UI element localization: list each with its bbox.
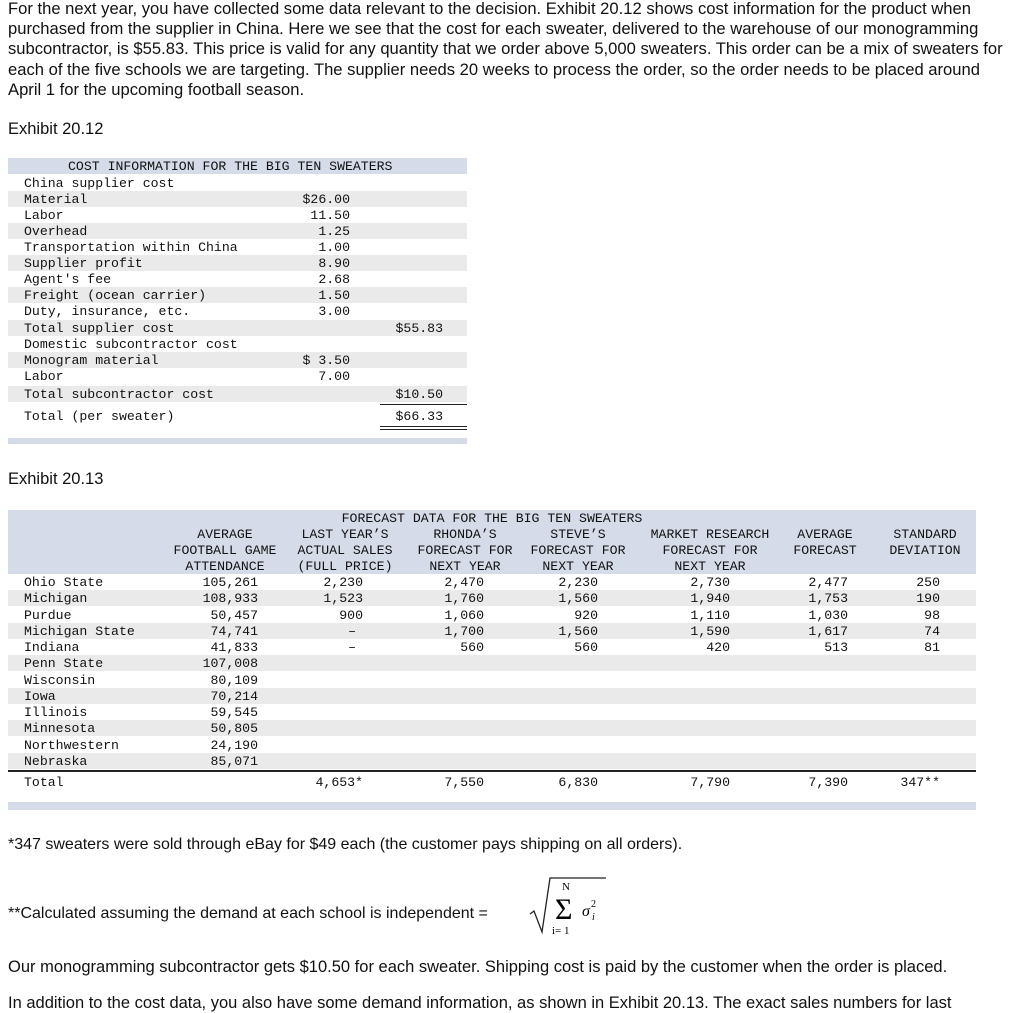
cost-row [8,386,467,402]
cell-attendance: 59,545 [210,705,258,720]
forecast-row [8,623,976,639]
cutoff-paragraph: In addition to the cost data, you also have some demand information, as shown in Exhibit 20.13. The exact sales numbers for last [8,994,952,1012]
forecast-row [8,704,976,720]
cost-row [8,287,467,303]
cell-sd: 250 [916,575,940,590]
cell-avg: 1,030 [808,607,848,623]
cell-steve: 1,560 [558,591,598,607]
cost-row-total-value: $55.83 [395,321,443,336]
cell-avg: 1,617 [808,623,848,639]
sum-symbol: Σ [555,893,573,926]
cost-row-label: Agent's fee [24,272,112,287]
cost-row [8,408,467,424]
cost-row-component-value: 3.00 [318,304,350,319]
cost-row-component-value: 11.50 [310,208,350,223]
cost-row-component-value: 7.00 [318,369,350,384]
cell-attendance: 107,008 [202,656,258,672]
forecast-row [8,737,976,753]
cost-row-component-value: 8.90 [318,256,350,271]
school-name: Wisconsin [24,672,96,688]
cost-row-label: Freight (ocean carrier) [24,288,207,303]
sigma-symbol: σ [582,903,590,920]
closing-paragraph: Our monogramming subcontractor gets $10.50 for each sweater. Shipping cost is paid by the customer when the order is placed. [8,958,948,976]
cell-market: 2,730 [690,575,730,590]
forecast-row [8,574,976,590]
footnote-independent: **Calculated assuming the demand at each school is independent = [8,905,488,922]
cell-market: 420 [706,640,730,655]
forecast-column-header: STEVE’S FORECAST FOR NEXT YEAR [530,527,626,574]
cost-row-total-value: $10.50 [395,387,443,402]
forecast-row [8,720,976,736]
school-name: Minnesota [24,721,96,737]
exhibit-20-12-label: Exhibit 20.12 [8,120,104,138]
school-name: Total [24,775,64,790]
cost-row [8,239,467,255]
cell-rhonda: 560 [460,640,484,655]
forecast-column-header: AVERAGE FORECAST [793,527,857,558]
cost-row-label: Duty, insurance, etc. [24,304,191,319]
cell-attendance: 50,457 [210,607,258,623]
sigma-superscript: 2 [591,899,596,910]
double-rule-bottom [380,429,467,430]
cost-row [8,336,467,352]
forecast-row [8,655,976,671]
forecast-data-table [8,510,976,810]
cost-row-label: Monogram material [24,353,159,368]
cell-sd: 347** [900,775,940,790]
school-name: Penn State [24,656,104,672]
exhibit-20-13-label: Exhibit 20.13 [8,470,104,488]
forecast-row [8,688,976,704]
cell-last-year: 900 [339,607,363,623]
intro-paragraph: For the next year, you have collected some data relevant to the decision. Exhibit 20.12 shows cost information for the product when purchased from the supplier in China. Here we see that the cost for each sweater, delivered to the warehouse of our monogramming subcontractor, is $55.83. This price is valid for any quantity that we order above 5,000 sweaters. This order can be a mix of sweaters for each of the five schools we are targeting. The supplier needs 20 weeks to process the order, so the order needs to be placed around April 1 for the upcoming football season. [8,0,1003,99]
cost-row-component-value: 2.68 [318,272,350,287]
forecast-total-row [8,774,976,790]
cost-row-label: Supplier profit [24,256,143,271]
cost-row-label: Labor [24,369,64,384]
cost-row-label: Material [24,192,88,207]
cell-attendance: 80,109 [210,672,258,688]
cell-attendance: 50,805 [210,721,258,737]
cell-rhonda: 1,700 [444,623,484,639]
forecast-column-header: RHONDA’S FORECAST FOR NEXT YEAR [417,527,513,574]
cell-attendance: 41,833 [210,640,258,655]
forecast-row [8,753,976,769]
cell-steve: 1,560 [558,623,598,639]
cost-row-label: Overhead [24,224,88,239]
forecast-row [8,639,976,655]
sum-upper-limit: N [562,881,570,893]
school-name: Northwestern [24,737,119,753]
cell-rhonda: 7,550 [444,775,484,790]
cost-row [8,223,467,239]
cost-row-component-value: 1.25 [318,224,350,239]
cell-market: 1,110 [690,607,730,623]
cell-avg: 1,753 [808,591,848,607]
cost-row [8,191,467,207]
forecast-column-header: AVERAGE FOOTBALL GAME ATTENDANCE [173,527,277,574]
cell-steve: 920 [574,607,598,623]
cost-row [8,352,467,368]
cell-avg: 2,477 [808,575,848,590]
school-name: Ohio State [24,575,104,590]
cell-attendance: 85,071 [210,753,258,769]
school-name: Purdue [24,607,72,623]
cell-market: 1,940 [690,591,730,607]
cost-row [8,368,467,384]
cost-row-component-value: 1.00 [318,240,350,255]
cost-row [8,255,467,271]
forecast-table-title: FORECAST DATA FOR THE BIG TEN SWEATERS [341,511,643,526]
cell-last-year: – [348,640,356,655]
cost-row-component-value: 1.50 [318,288,350,303]
cell-attendance: 24,190 [210,737,258,753]
cell-avg: 7,390 [808,775,848,790]
school-name: Michigan [24,591,88,607]
cell-last-year: – [348,623,356,639]
cost-row-component-value: $ 3.50 [302,353,350,368]
school-name: Indiana [24,640,80,655]
cell-sd: 74 [924,623,940,639]
cost-row-component-value: $26.00 [302,192,350,207]
sigma-subscript: i [592,912,595,923]
cell-attendance: 70,214 [210,688,258,704]
forecast-column-header: LAST YEAR’S ACTUAL SALES (FULL PRICE) [297,527,393,574]
std-dev-formula [528,874,608,938]
forecast-row [8,607,976,623]
cost-table-title: COST INFORMATION FOR THE BIG TEN SWEATERS [68,159,393,174]
cost-information-table [8,158,467,444]
forecast-column-header: MARKET RESEARCH FORECAST FOR NEXT YEAR [650,527,770,574]
cell-market: 7,790 [690,775,730,790]
cost-row [8,303,467,319]
cell-steve: 2,230 [558,575,598,590]
cost-row-label: Total subcontractor cost [24,387,214,402]
forecast-column-header: STANDARD DEVIATION [889,527,961,558]
cell-attendance: 74,741 [210,623,258,639]
sum-lower-limit: i= 1 [552,925,570,937]
cost-row [8,175,467,191]
cost-row-label: China supplier cost [24,176,175,191]
total-rule [8,770,976,772]
subtotal-rule [380,404,467,405]
cell-market: 1,590 [690,623,730,639]
cost-row-label: Total supplier cost [24,321,175,336]
cost-row [8,207,467,223]
school-name: Michigan State [24,623,135,639]
cell-sd: 190 [916,591,940,607]
cell-steve: 560 [574,640,598,655]
cost-row-label: Domestic subcontractor cost [24,337,238,352]
forecast-table-footer-band [8,802,976,810]
cell-rhonda: 1,760 [444,591,484,607]
double-rule-top [380,426,467,427]
cost-row-label: Total (per sweater) [24,409,175,424]
cost-row-label: Labor [24,208,64,223]
cost-table-footer-band [8,438,467,444]
cell-steve: 6,830 [558,775,598,790]
school-name: Illinois [24,705,88,720]
cell-sd: 98 [924,607,940,623]
cell-attendance: 105,261 [202,575,258,590]
cell-last-year: 1,523 [323,591,363,607]
cell-avg: 513 [824,640,848,655]
cell-last-year: 4,653* [315,775,363,790]
cost-row-total-value: $66.33 [395,409,443,424]
school-name: Iowa [24,688,56,704]
cell-rhonda: 1,060 [444,607,484,623]
school-name: Nebraska [24,753,88,769]
cell-rhonda: 2,470 [444,575,484,590]
forecast-row [8,590,976,606]
cost-row-label: Transportation within China [24,240,238,255]
cell-last-year: 2,230 [323,575,363,590]
cost-row [8,320,467,336]
footnote-ebay: *347 sweaters were sold through eBay for $49 each (the customer pays shipping on all orders). [8,836,683,853]
cell-sd: 81 [924,640,940,655]
forecast-row [8,672,976,688]
cell-attendance: 108,933 [202,591,258,607]
cost-row [8,271,467,287]
